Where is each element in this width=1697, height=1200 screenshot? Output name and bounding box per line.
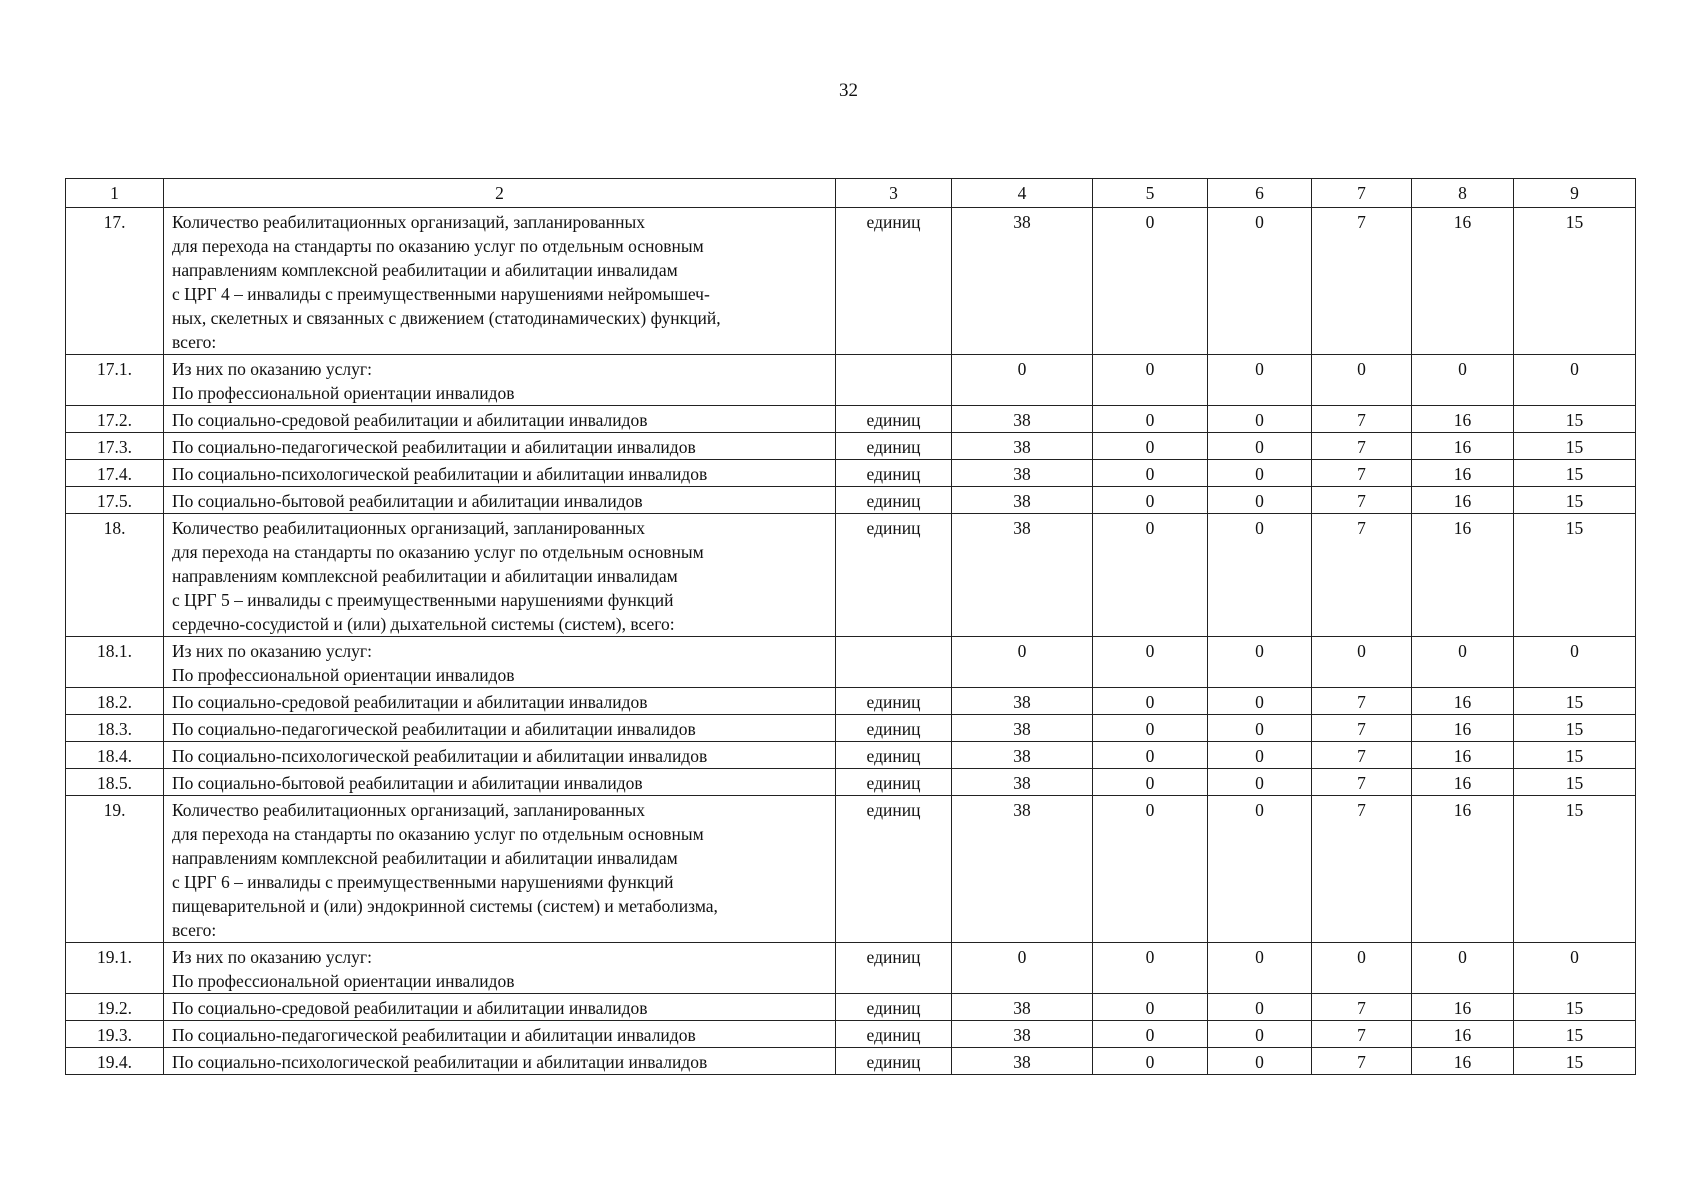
row-value-col7: 0 — [1312, 355, 1412, 406]
row-value-col4: 38 — [952, 688, 1093, 715]
row-value-col4: 38 — [952, 208, 1093, 355]
row-value-col4: 0 — [952, 637, 1093, 688]
row-value-col7: 7 — [1312, 1048, 1412, 1075]
row-value-col6: 0 — [1208, 637, 1312, 688]
row-value-col7: 7 — [1312, 208, 1412, 355]
row-value-col4: 38 — [952, 1021, 1093, 1048]
row-value-col8: 16 — [1412, 1021, 1514, 1048]
row-value-col8: 16 — [1412, 688, 1514, 715]
table-row — [66, 514, 1636, 637]
row-unit: единиц — [836, 433, 952, 460]
row-unit: единиц — [836, 1021, 952, 1048]
row-value-col9: 15 — [1514, 514, 1636, 637]
row-value-col6: 0 — [1208, 355, 1312, 406]
row-value-col8: 16 — [1412, 406, 1514, 433]
row-value-col5: 0 — [1093, 715, 1208, 742]
row-number: 18.2. — [66, 688, 164, 715]
row-number: 17.3. — [66, 433, 164, 460]
row-value-col9: 15 — [1514, 487, 1636, 514]
row-value-col7: 0 — [1312, 637, 1412, 688]
row-unit: единиц — [836, 796, 952, 943]
header-cell: 6 — [1208, 179, 1312, 208]
row-number: 19. — [66, 796, 164, 943]
row-value-col9: 15 — [1514, 688, 1636, 715]
row-value-col7: 7 — [1312, 406, 1412, 433]
row-value-col6: 0 — [1208, 943, 1312, 994]
row-value-col5: 0 — [1093, 943, 1208, 994]
row-number: 17.2. — [66, 406, 164, 433]
row-indicator-text: Из них по оказанию услуг: По профессиональной ориентации инвалидов — [164, 943, 836, 994]
row-indicator-text: По социально-педагогической реабилитации и абилитации инвалидов — [164, 433, 836, 460]
row-indicator-text: По социально-психологической реабилитации и абилитации инвалидов — [164, 742, 836, 769]
row-number: 19.3. — [66, 1021, 164, 1048]
row-value-col7: 7 — [1312, 460, 1412, 487]
header-cell: 9 — [1514, 179, 1636, 208]
row-value-col6: 0 — [1208, 1021, 1312, 1048]
row-value-col9: 0 — [1514, 355, 1636, 406]
row-value-col9: 15 — [1514, 742, 1636, 769]
row-value-col7: 7 — [1312, 688, 1412, 715]
table-row — [66, 208, 1636, 355]
row-number: 17.1. — [66, 355, 164, 406]
row-value-col6: 0 — [1208, 688, 1312, 715]
row-unit: единиц — [836, 688, 952, 715]
row-value-col4: 38 — [952, 769, 1093, 796]
row-value-col8: 16 — [1412, 715, 1514, 742]
row-indicator-text: Количество реабилитационных организаций, запланированных для перехода на стандарты по оказанию услуг по отдельным основным направлениям комплексной реабилитации и абилитации инвалидам с ЦРГ 4 – инвалиды с преимущественными нарушениями нейромышеч- ных, скелетных и связанных с движением (статодинамических) функций, всего: — [164, 208, 836, 355]
row-value-col9: 0 — [1514, 943, 1636, 994]
row-value-col8: 16 — [1412, 208, 1514, 355]
row-unit: единиц — [836, 514, 952, 637]
row-value-col8: 16 — [1412, 769, 1514, 796]
header-cell: 5 — [1093, 179, 1208, 208]
row-value-col8: 0 — [1412, 355, 1514, 406]
row-number: 19.1. — [66, 943, 164, 994]
row-indicator-text: По социально-средовой реабилитации и абилитации инвалидов — [164, 406, 836, 433]
row-value-col6: 0 — [1208, 715, 1312, 742]
row-unit: единиц — [836, 715, 952, 742]
header-cell: 1 — [66, 179, 164, 208]
table-row — [66, 355, 1636, 406]
row-value-col9: 15 — [1514, 1048, 1636, 1075]
page-number: 32 — [839, 80, 858, 101]
row-indicator-text: По социально-психологической реабилитации и абилитации инвалидов — [164, 460, 836, 487]
row-value-col5: 0 — [1093, 637, 1208, 688]
row-number: 19.4. — [66, 1048, 164, 1075]
row-number: 18.5. — [66, 769, 164, 796]
row-indicator-text: По социально-психологической реабилитации и абилитации инвалидов — [164, 1048, 836, 1075]
row-value-col5: 0 — [1093, 742, 1208, 769]
row-value-col5: 0 — [1093, 1021, 1208, 1048]
table-row — [66, 769, 1636, 796]
row-value-col7: 7 — [1312, 994, 1412, 1021]
row-number: 17.4. — [66, 460, 164, 487]
row-number: 19.2. — [66, 994, 164, 1021]
row-indicator-text: По социально-педагогической реабилитации и абилитации инвалидов — [164, 1021, 836, 1048]
row-value-col4: 0 — [952, 355, 1093, 406]
row-value-col4: 38 — [952, 715, 1093, 742]
table-row — [66, 688, 1636, 715]
row-value-col6: 0 — [1208, 742, 1312, 769]
row-indicator-text: Количество реабилитационных организаций, запланированных для перехода на стандарты по оказанию услуг по отдельным основным направлениям комплексной реабилитации и абилитации инвалидам с ЦРГ 6 – инвалиды с преимущественными нарушениями функций пищеварительной и (или) эндокринной системы (систем) и метаболизма, всего: — [164, 796, 836, 943]
row-value-col8: 16 — [1412, 1048, 1514, 1075]
table-body — [66, 179, 1636, 1075]
row-value-col8: 16 — [1412, 796, 1514, 943]
row-unit: единиц — [836, 1048, 952, 1075]
row-indicator-text: По социально-средовой реабилитации и абилитации инвалидов — [164, 994, 836, 1021]
row-value-col6: 0 — [1208, 1048, 1312, 1075]
row-value-col9: 15 — [1514, 769, 1636, 796]
row-value-col5: 0 — [1093, 796, 1208, 943]
row-value-col6: 0 — [1208, 769, 1312, 796]
row-value-col4: 38 — [952, 994, 1093, 1021]
row-value-col5: 0 — [1093, 994, 1208, 1021]
row-value-col6: 0 — [1208, 796, 1312, 943]
row-value-col8: 16 — [1412, 994, 1514, 1021]
table-row — [66, 637, 1636, 688]
table-row — [66, 487, 1636, 514]
row-value-col5: 0 — [1093, 433, 1208, 460]
row-number: 17.5. — [66, 487, 164, 514]
row-value-col5: 0 — [1093, 406, 1208, 433]
row-value-col5: 0 — [1093, 355, 1208, 406]
row-unit: единиц — [836, 994, 952, 1021]
row-value-col5: 0 — [1093, 514, 1208, 637]
row-value-col6: 0 — [1208, 208, 1312, 355]
row-value-col4: 38 — [952, 460, 1093, 487]
row-value-col4: 38 — [952, 487, 1093, 514]
row-value-col8: 16 — [1412, 460, 1514, 487]
row-value-col6: 0 — [1208, 994, 1312, 1021]
row-value-col6: 0 — [1208, 460, 1312, 487]
row-value-col5: 0 — [1093, 460, 1208, 487]
row-value-col8: 16 — [1412, 514, 1514, 637]
header-row — [66, 179, 1636, 208]
row-unit: единиц — [836, 208, 952, 355]
row-value-col5: 0 — [1093, 688, 1208, 715]
row-value-col4: 38 — [952, 796, 1093, 943]
row-value-col4: 38 — [952, 742, 1093, 769]
row-value-col7: 7 — [1312, 715, 1412, 742]
row-value-col7: 7 — [1312, 796, 1412, 943]
header-cell: 4 — [952, 179, 1093, 208]
row-value-col4: 0 — [952, 943, 1093, 994]
row-indicator-text: Количество реабилитационных организаций, запланированных для перехода на стандарты по оказанию услуг по отдельным основным направлениям комплексной реабилитации и абилитации инвалидам с ЦРГ 5 – инвалиды с преимущественными нарушениями функций сердечно-сосудистой и (или) дыхательной системы (систем), всего: — [164, 514, 836, 637]
row-value-col8: 16 — [1412, 433, 1514, 460]
row-value-col9: 15 — [1514, 796, 1636, 943]
row-value-col4: 38 — [952, 406, 1093, 433]
table-row — [66, 460, 1636, 487]
row-value-col7: 7 — [1312, 487, 1412, 514]
row-value-col4: 38 — [952, 514, 1093, 637]
row-indicator-text: По социально-бытовой реабилитации и абилитации инвалидов — [164, 487, 836, 514]
table-row — [66, 1021, 1636, 1048]
row-indicator-text: Из них по оказанию услуг: По профессиональной ориентации инвалидов — [164, 355, 836, 406]
table-row — [66, 796, 1636, 943]
row-indicator-text: По социально-педагогической реабилитации и абилитации инвалидов — [164, 715, 836, 742]
table-row — [66, 742, 1636, 769]
row-unit — [836, 355, 952, 406]
row-value-col9: 15 — [1514, 433, 1636, 460]
row-value-col8: 0 — [1412, 943, 1514, 994]
header-cell: 8 — [1412, 179, 1514, 208]
row-number: 18.1. — [66, 637, 164, 688]
row-value-col5: 0 — [1093, 487, 1208, 514]
row-unit: единиц — [836, 460, 952, 487]
row-unit — [836, 637, 952, 688]
row-value-col9: 15 — [1514, 460, 1636, 487]
header-cell: 3 — [836, 179, 952, 208]
row-value-col9: 15 — [1514, 208, 1636, 355]
report-table — [65, 178, 1636, 1075]
row-value-col9: 15 — [1514, 1021, 1636, 1048]
row-value-col8: 16 — [1412, 487, 1514, 514]
row-unit: единиц — [836, 406, 952, 433]
row-value-col9: 0 — [1514, 637, 1636, 688]
row-value-col9: 15 — [1514, 715, 1636, 742]
row-indicator-text: По социально-средовой реабилитации и абилитации инвалидов — [164, 688, 836, 715]
row-value-col5: 0 — [1093, 1048, 1208, 1075]
row-value-col6: 0 — [1208, 406, 1312, 433]
table-row — [66, 1048, 1636, 1075]
row-unit: единиц — [836, 487, 952, 514]
table-row — [66, 994, 1636, 1021]
row-indicator-text: Из них по оказанию услуг: По профессиональной ориентации инвалидов — [164, 637, 836, 688]
row-unit: единиц — [836, 742, 952, 769]
row-value-col8: 0 — [1412, 637, 1514, 688]
row-value-col6: 0 — [1208, 514, 1312, 637]
row-value-col6: 0 — [1208, 487, 1312, 514]
header-cell: 2 — [164, 179, 836, 208]
row-value-col4: 38 — [952, 433, 1093, 460]
row-value-col4: 38 — [952, 1048, 1093, 1075]
header-cell: 7 — [1312, 179, 1412, 208]
row-value-col6: 0 — [1208, 433, 1312, 460]
row-number: 18.4. — [66, 742, 164, 769]
table-row — [66, 715, 1636, 742]
table-row — [66, 406, 1636, 433]
row-number: 18. — [66, 514, 164, 637]
table-row — [66, 433, 1636, 460]
row-value-col7: 7 — [1312, 514, 1412, 637]
row-value-col7: 7 — [1312, 433, 1412, 460]
row-value-col8: 16 — [1412, 742, 1514, 769]
row-value-col9: 15 — [1514, 406, 1636, 433]
table-row — [66, 943, 1636, 994]
row-value-col7: 7 — [1312, 742, 1412, 769]
row-value-col7: 7 — [1312, 1021, 1412, 1048]
row-value-col9: 15 — [1514, 994, 1636, 1021]
row-value-col7: 7 — [1312, 769, 1412, 796]
row-number: 18.3. — [66, 715, 164, 742]
row-value-col5: 0 — [1093, 769, 1208, 796]
row-value-col5: 0 — [1093, 208, 1208, 355]
row-number: 17. — [66, 208, 164, 355]
row-value-col7: 0 — [1312, 943, 1412, 994]
row-unit: единиц — [836, 943, 952, 994]
row-indicator-text: По социально-бытовой реабилитации и абилитации инвалидов — [164, 769, 836, 796]
row-unit: единиц — [836, 769, 952, 796]
